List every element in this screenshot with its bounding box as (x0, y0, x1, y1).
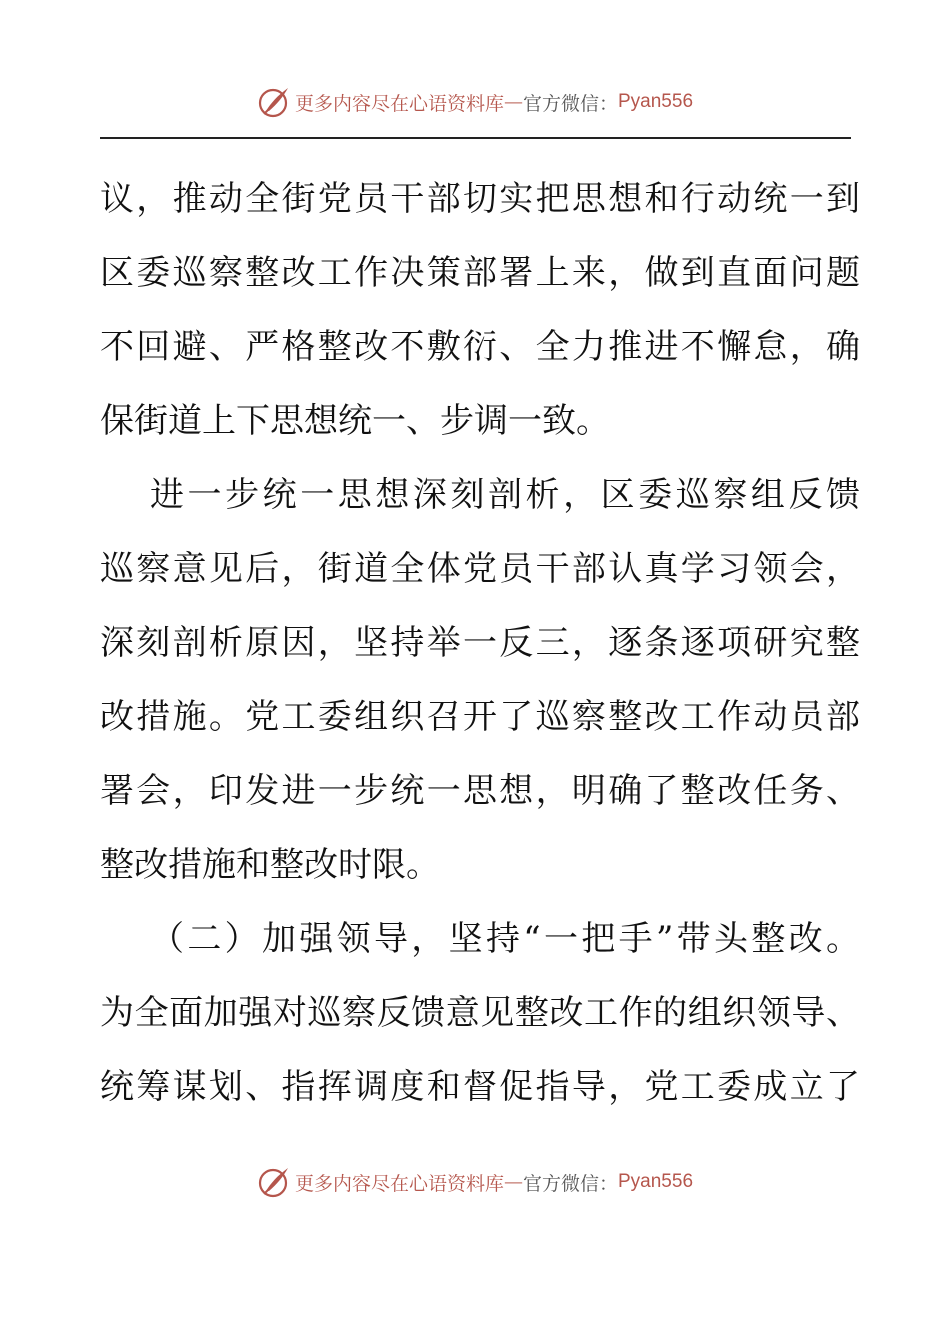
body-line: 区委巡察整改工作决策部署上来，做到直面问题 (100, 253, 860, 293)
footer-site-name: 更多内容尽在心语资料库 (294, 1172, 504, 1195)
body-line: 署会，印发进一步统一思想，明确了整改任务、 (100, 771, 860, 811)
body-line: 巡察意见后，街道全体党员干部认真学习领会， (100, 549, 860, 589)
body-line: 深刻剖析原因，坚持举一反三，逐条逐项研究整 (100, 623, 860, 663)
footer-separator: — (503, 1171, 523, 1193)
quill-logo-icon (257, 85, 291, 119)
section-heading-line: （二）加强领导，坚持“一把手”带头整改。 (150, 919, 860, 959)
body-line: 进一步统一思想深刻剖析，区委巡察组反馈 (150, 475, 860, 515)
footer-watermark (0, 1162, 950, 1202)
header-divider (100, 137, 851, 139)
header-wechat-id: Pyan556 (618, 91, 694, 112)
quill-logo-icon (257, 1165, 291, 1199)
body-line: 不回避、严格整改不敷衍、全力推进不懈怠，确 (100, 327, 860, 367)
header-wechat-label: 官方微信： (522, 92, 618, 115)
footer-wechat-label: 官方微信： (522, 1172, 618, 1195)
document-body (100, 162, 860, 1124)
body-line: 整改措施和整改时限。 (100, 845, 440, 885)
body-line: 改措施。党工委组织召开了巡察整改工作动员部 (100, 697, 860, 737)
footer-wechat-id: Pyan556 (618, 1171, 694, 1192)
body-line: 保街道上下思想统一、步调一致。 (100, 401, 610, 441)
body-line: 为全面加强对巡察反馈意见整改工作的组织领导、 (100, 993, 860, 1033)
body-line: 议，推动全街党员干部切实把思想和行动统一到 (100, 179, 860, 219)
header-watermark (0, 82, 950, 122)
header-site-name: 更多内容尽在心语资料库 (294, 92, 504, 115)
header-separator: — (503, 91, 523, 113)
body-line: 统筹谋划、指挥调度和督促指导，党工委成立了 (100, 1067, 860, 1107)
